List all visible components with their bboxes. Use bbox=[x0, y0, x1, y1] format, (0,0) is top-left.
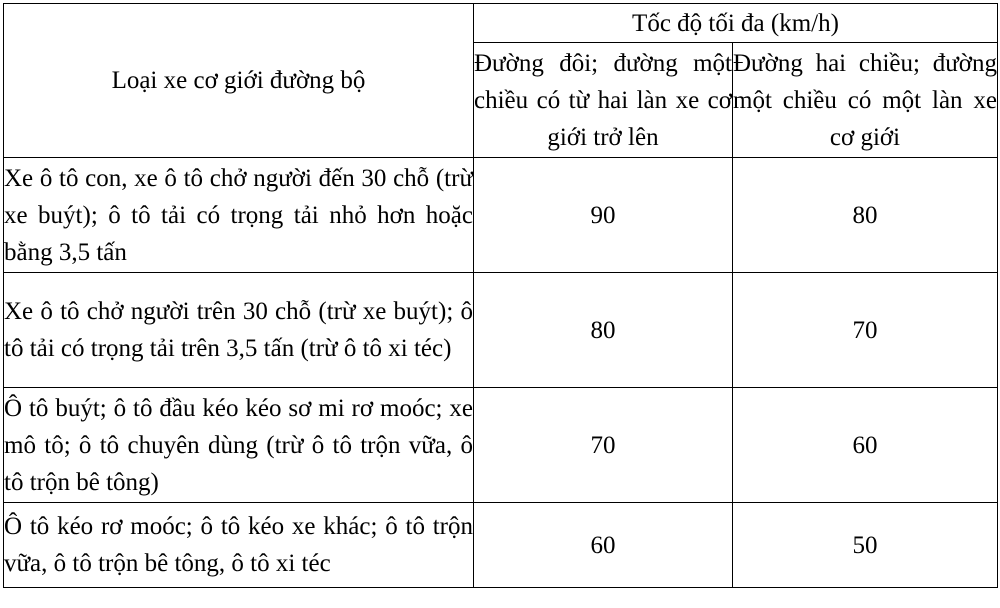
header-row-group bbox=[4, 4, 998, 43]
max-speed-header: Tốc độ tối đa (km/h) bbox=[474, 4, 998, 43]
speed-two-way-cell: 70 bbox=[733, 273, 998, 388]
vehicle-type-cell: Ô tô kéo rơ moóc; ô tô kéo xe khác; ô tô trộn vữa, ô tô trộn bê tông, ô tô xi téc bbox=[4, 503, 474, 588]
speed-multi-lane-cell: 70 bbox=[474, 388, 733, 503]
table-row bbox=[4, 158, 998, 273]
vehicle-type-cell: Xe ô tô chở người trên 30 chỗ (trừ xe buýt); ô tô tải có trọng tải trên 3,5 tấn (trừ ô tô xi téc) bbox=[4, 273, 474, 388]
speed-limit-table bbox=[3, 3, 998, 588]
table-row bbox=[4, 273, 998, 388]
speed-multi-lane-cell: 60 bbox=[474, 503, 733, 588]
vehicle-type-header: Loại xe cơ giới đường bộ bbox=[4, 4, 474, 158]
speed-two-way-cell: 60 bbox=[733, 388, 998, 503]
speed-two-way-cell: 80 bbox=[733, 158, 998, 273]
vehicle-type-cell: Ô tô buýt; ô tô đầu kéo kéo sơ mi rơ moóc; xe mô tô; ô tô chuyên dùng (trừ ô tô trộn vữa, ô tô trộn bê tông) bbox=[4, 388, 474, 503]
multi-lane-road-header: Đường đôi; đường một chiều có từ hai làn xe cơ giới trở lên bbox=[474, 43, 733, 158]
table-row bbox=[4, 503, 998, 588]
speed-multi-lane-cell: 90 bbox=[474, 158, 733, 273]
table-row bbox=[4, 388, 998, 503]
speed-two-way-cell: 50 bbox=[733, 503, 998, 588]
speed-multi-lane-cell: 80 bbox=[474, 273, 733, 388]
vehicle-type-cell: Xe ô tô con, xe ô tô chở người đến 30 chỗ (trừ xe buýt); ô tô tải có trọng tải nhỏ hơn hoặc bằng 3,5 tấn bbox=[4, 158, 474, 273]
two-way-road-header: Đường hai chiều; đường một chiều có một làn xe cơ giới bbox=[733, 43, 998, 158]
